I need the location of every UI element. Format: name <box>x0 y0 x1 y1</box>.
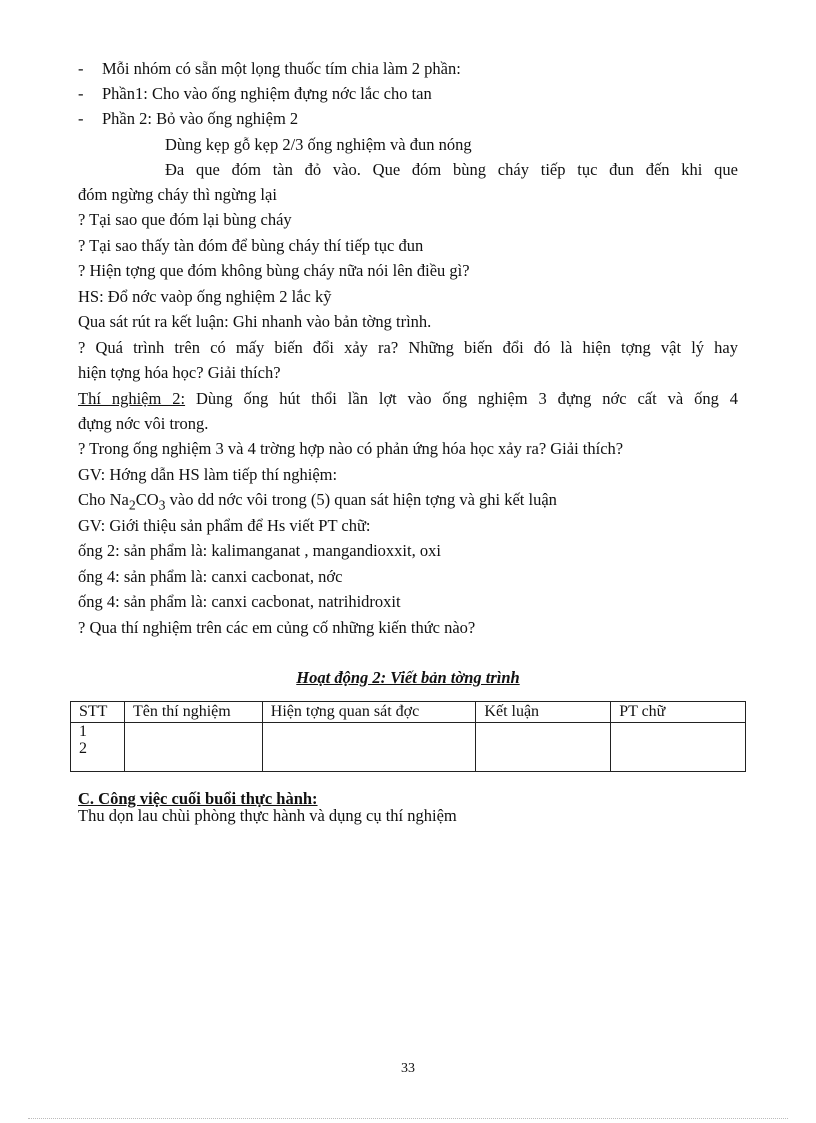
page-number: 33 <box>401 1061 415 1076</box>
text-line: đóm ngừng cháy thì ngừng lại <box>78 185 277 204</box>
page-bottom-divider <box>28 1118 788 1119</box>
text-line: hiện tợng hóa học? Giải thích? <box>78 363 281 382</box>
header-experiment-name: Tên thí nghiệm <box>124 702 262 723</box>
bullet-line-1: - Mỗi nhóm có sẵn một lọng thuốc tím chia làm 2 phần: <box>78 59 461 78</box>
header-stt: STT <box>71 702 125 723</box>
row-number: 2 <box>79 740 87 757</box>
table-cell <box>124 723 262 772</box>
question-line: ? Tại sao thấy tàn đóm để bùng cháy thí tiếp tục đun <box>78 236 424 255</box>
closing-line: Thu dọn lau chùi phòng thực hành và dụng cụ thí nghiệm <box>78 806 457 825</box>
formula-line: Cho $Na_2CO_3$ vào dd nớc vôi trong (5) quan sát hiện tợng và ghi kết luận <box>78 490 557 513</box>
report-table <box>70 701 746 772</box>
bullet-line-2: - Phần1: Cho vào ống nghiệm đựng nớc lắc cho tan <box>78 84 432 103</box>
bullet-line-3: - Phần 2: Bỏ vào ống nghiệm 2 <box>78 109 299 128</box>
question-line: ? Qua thí nghiệm trên các em củng cố những kiến thức nào? <box>78 618 476 637</box>
question-line: ? Tại sao que đóm lại bùng cháy <box>78 210 292 229</box>
text-line: đựng nớc vôi trong. <box>78 414 209 433</box>
text-line: ống 4: sản phẩm là: canxi cacbonat, natrihidroxit <box>78 592 401 611</box>
text-line: Đa que đóm tàn đỏ vào. Que đóm bùng cháy tiếp tục đun đến khi que <box>165 160 738 179</box>
table-cell <box>476 723 611 772</box>
header-observation: Hiện tợng quan sát đợc <box>262 702 476 723</box>
activity-title: Hoạt động 2: Viết bản tờng trình <box>296 668 520 687</box>
table-cell <box>611 723 746 772</box>
question-line: ? Trong ống nghiệm 3 và 4 trờng hợp nào có phản ứng hóa học xảy ra? Giải thích? <box>78 439 624 458</box>
row-number: 1 <box>79 723 87 740</box>
section-c-heading: C. Công việc cuối buổi thực hành: <box>78 789 318 808</box>
header-equation: PT chữ <box>611 702 746 723</box>
table-header-row <box>71 702 746 723</box>
experiment-2-line: Thí nghiệm 2: Dùng ống hút thổi lần lợt vào ống nghiệm 3 đựng nớc cất và ống 4 <box>78 389 738 408</box>
text-line: Dùng kẹp gỗ kẹp 2/3 ống nghiệm và đun nóng <box>165 135 472 154</box>
text-line: ống 2: sản phẩm là: kalimanganat , mangandioxxit, oxi <box>78 541 441 560</box>
question-line: ? Quá trình trên có mấy biến đổi xảy ra? Những biến đổi đó là hiện tợng vật lý hay <box>78 338 738 357</box>
text-line: GV: Giới thiệu sản phẩm để Hs viết PT chữ: <box>78 516 371 535</box>
table-cell <box>262 723 476 772</box>
text-line: GV: Hớng dẫn HS làm tiếp thí nghiệm: <box>78 465 338 484</box>
row-numbers-cell <box>71 723 125 772</box>
table-row <box>71 723 746 772</box>
header-conclusion: Kết luận <box>476 702 611 723</box>
text-line: Qua sát rút ra kết luận: Ghi nhanh vào bản tờng trình. <box>78 312 432 331</box>
question-line: ? Hiện tợng que đóm không bùng cháy nữa nói lên điều gì? <box>78 261 470 280</box>
text-line: HS: Đổ nớc vaòp ống nghiệm 2 lắc kỹ <box>78 287 332 306</box>
experiment-2-label: Thí nghiệm 2: <box>78 389 186 408</box>
text-line: ống 4: sản phẩm là: canxi cacbonat, nớc <box>78 567 343 586</box>
